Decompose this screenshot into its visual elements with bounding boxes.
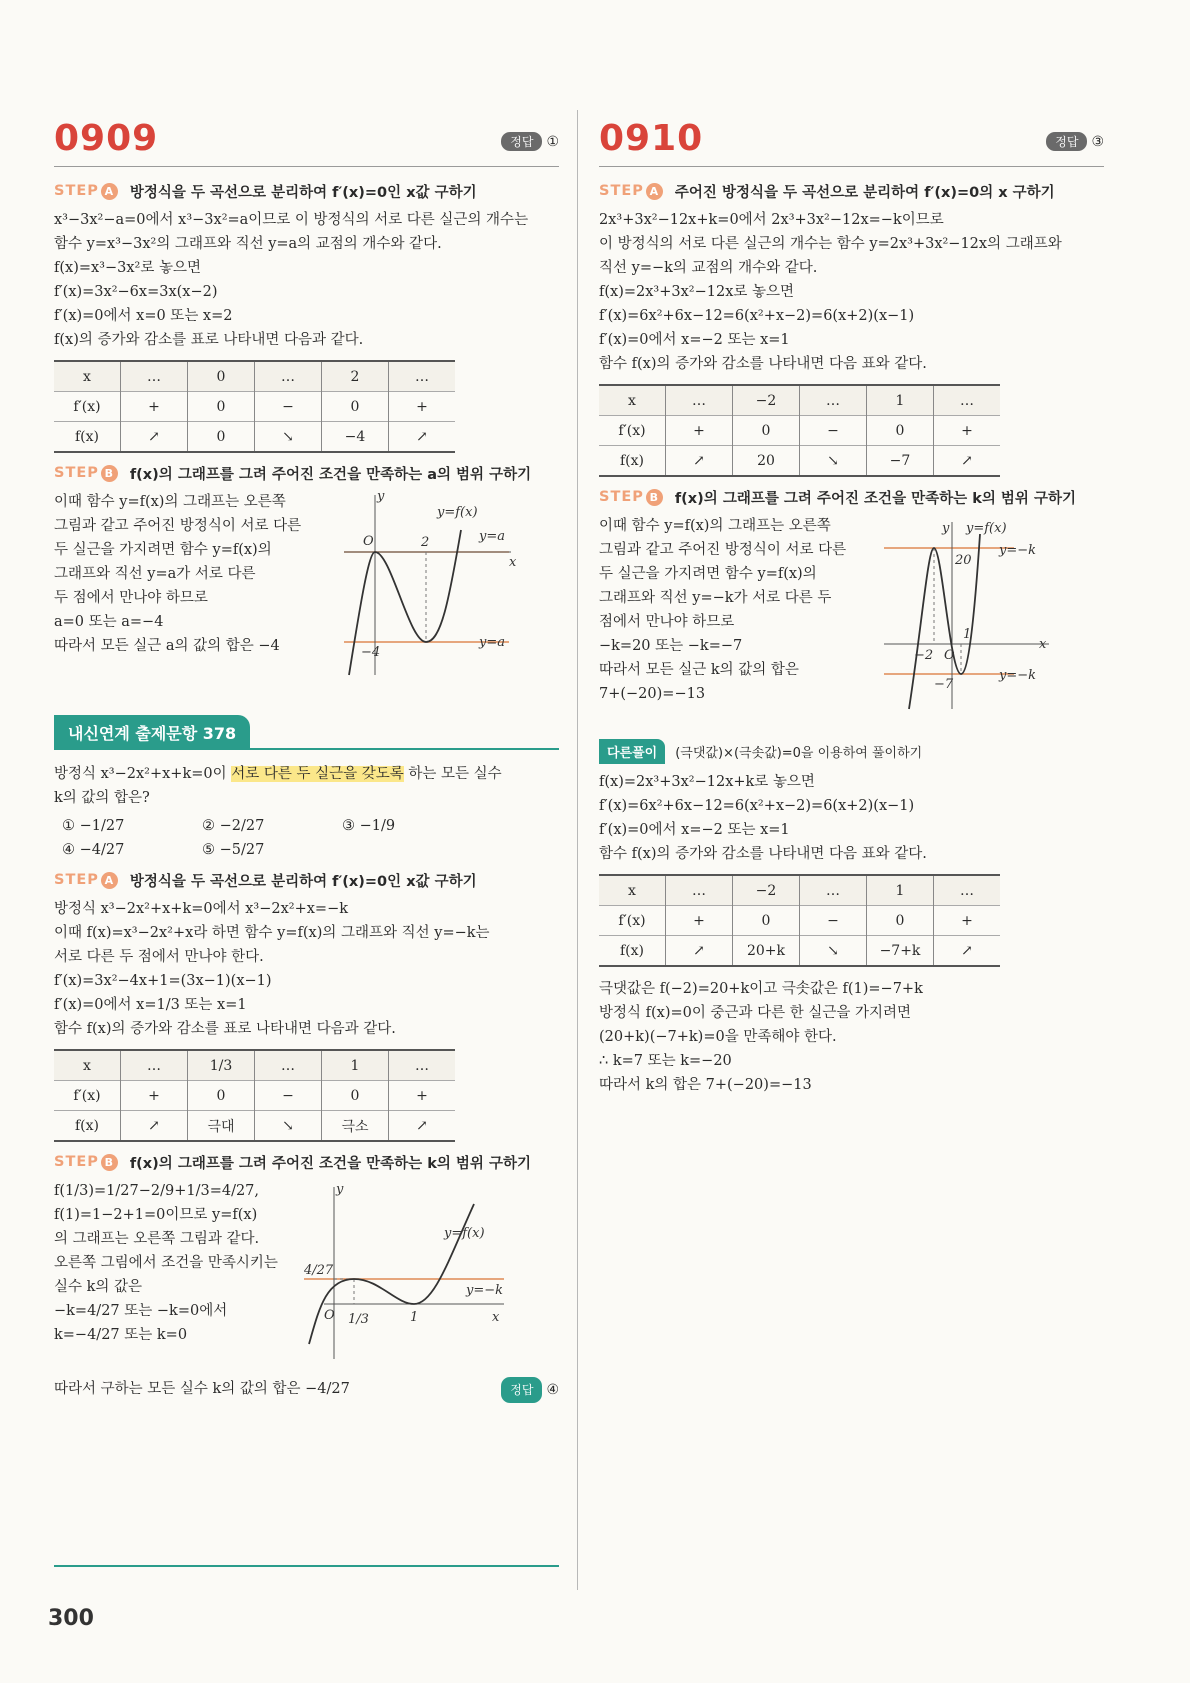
step-title: f(x)의 그래프를 그려 주어진 조건을 만족하는 k의 범위 구하기 (674, 491, 1076, 507)
choice-2[interactable]: ② −2/27 (202, 818, 265, 834)
text-line: f′(x)=6x²+6x−12=6(x²+x−2)=6(x+2)(x−1) (599, 308, 915, 324)
text-line: 이 방정식의 서로 다른 실근의 개수는 함수 y=2x³+3x²−12x의 그래프와 (599, 236, 1062, 252)
text-line: 직선 y=−k의 교점의 개수와 같다. (599, 260, 818, 276)
y-axis-label: y (942, 521, 950, 536)
choice-3[interactable]: ③ −1/9 (342, 818, 396, 834)
text-line: −k=4/27 또는 −k=0에서 (54, 1303, 228, 1319)
tick-label: 1 (963, 627, 972, 642)
text-line: 그림과 같고 주어진 방정식이 서로 다른 (599, 542, 847, 558)
text-line: x³−3x²−a=0에서 x³−3x²=a이므로 이 방정식의 서로 다른 실근의 개수는 (54, 212, 529, 228)
y-axis-label: y (377, 490, 385, 504)
step-b-body (54, 490, 559, 685)
text-line: 서로 다른 두 점에서 만나야 한다. (54, 949, 264, 965)
step-tag: STEP B (54, 465, 118, 482)
cubic-graph-378 (304, 1179, 519, 1368)
right-column (599, 110, 1104, 1097)
text-line: 함수 f(x)의 증가와 감소를 나타내면 다음 표와 같다. (599, 356, 927, 372)
text-line: f(1)=1−2+1=0이므로 y=f(x) (54, 1207, 258, 1223)
problem-0909-header (54, 110, 559, 167)
text-line: f′(x)=0에서 x=−2 또는 x=1 (599, 822, 790, 838)
alt-tag: 다른풀이 (599, 739, 665, 764)
footer-rule (54, 1565, 559, 1567)
step-a-heading (54, 870, 559, 891)
cubic-graph-0909 (339, 490, 549, 684)
text-line: 함수 f(x)의 증가와 감소를 표로 나타내면 다음과 같다. (54, 1021, 396, 1037)
value-label: 4/27 (304, 1263, 334, 1278)
value-label: −7 (934, 677, 954, 692)
step-title: f(x)의 그래프를 그려 주어진 조건을 만족하는 k의 범위 구하기 (129, 1156, 531, 1172)
text-line: f′(x)=3x²−6x=3x(x−2) (54, 284, 218, 300)
text-line: 따라서 k의 합은 7+(−20)=−13 (599, 1077, 812, 1093)
tick-label: 1 (410, 1310, 419, 1325)
problem-number: 0910 (599, 118, 704, 159)
text-line: 이때 함수 y=f(x)의 그래프는 오른쪽 (599, 518, 831, 534)
line-label: y=a (479, 635, 505, 650)
curve-label: y=f(x) (966, 521, 1007, 536)
text-line: 함수 y=x³−3x²의 그래프와 직선 y=a의 교점의 개수와 같다. (54, 236, 442, 252)
line-label: y=−k (466, 1283, 504, 1298)
alternative-solution-heading (599, 739, 1104, 764)
x-axis-label: x (492, 1310, 500, 1325)
page-number: 300 (48, 1606, 94, 1631)
x-axis-label: x (1039, 637, 1047, 652)
text-line: f′(x)=0에서 x=1/3 또는 x=1 (54, 997, 247, 1013)
text-line: 이때 f(x)=x³−2x²+x라 하면 함수 y=f(x)의 그래프와 직선 y=−k는 (54, 925, 490, 941)
text-line: k=−4/27 또는 k=0 (54, 1327, 188, 1343)
text-line: f′(x)=0에서 x=−2 또는 x=1 (599, 332, 790, 348)
curve-label: y=f(x) (444, 1226, 485, 1241)
step-title: 방정식을 두 곡선으로 분리하여 f′(x)=0인 x값 구하기 (129, 874, 477, 890)
text-line: 방정식 x³−2x²+x+k=0에서 x³−2x²+x=−k (54, 901, 349, 917)
text-line: 따라서 모든 실근 a의 값의 합은 −4 (54, 638, 280, 654)
tick-label: −2 (914, 648, 934, 663)
step-tag: STEP B (54, 1154, 118, 1171)
curve-label: y=f(x) (437, 505, 478, 520)
text-line: 의 그래프는 오른쪽 그림과 같다. (54, 1231, 260, 1247)
left-column (54, 110, 559, 1401)
alt-title: (극댓값)×(극솟값)=0을 이용하여 풀이하기 (675, 746, 923, 761)
step-a-body (54, 208, 559, 352)
step-a-body (599, 208, 1104, 376)
text-line: 두 실근을 가지려면 함수 y=f(x)의 (599, 566, 817, 582)
text-line: f(1/3)=1/27−2/9+1/3=4/27, (54, 1183, 260, 1199)
tick-label: 1/3 (348, 1312, 369, 1327)
text-line: 극댓값은 f(−2)=20+k이고 극솟값은 f(1)=−7+k (599, 981, 923, 997)
answer-badge: 정답 ③ (1046, 132, 1104, 151)
line-label: y=−k (999, 668, 1037, 683)
text-line: (20+k)(−7+k)=0을 만족해야 한다. (599, 1029, 837, 1045)
related-question: 방정식 x³−2x²+x+k=0이 서로 다른 두 실근을 갖도록 하는 모든 실수 k의 값의 합은? (54, 766, 502, 806)
choice-5[interactable]: ⑤ −5/27 (202, 842, 265, 858)
line-label: y=a (479, 529, 505, 544)
step-b-body (54, 1179, 559, 1369)
text-line: −k=20 또는 −k=−7 (599, 638, 743, 654)
text-line: 점에서 만나야 하므로 (599, 614, 735, 630)
step-tag: STEP A (54, 183, 118, 200)
origin-label: O (944, 648, 955, 663)
step-tag: STEP B (599, 489, 663, 506)
step-a-heading (54, 181, 559, 202)
text-line: 두 점에서 만나야 하므로 (54, 590, 208, 606)
text-line: 그림과 같고 주어진 방정식이 서로 다른 (54, 518, 302, 534)
answer-badge (501, 132, 559, 151)
text-line: 오른쪽 그림에서 조건을 만족시키는 (54, 1255, 278, 1271)
answer-value: ① (546, 133, 559, 149)
text-line: 7+(−20)=−13 (599, 686, 706, 702)
step-a-body (54, 897, 559, 1041)
text-line: 그래프와 직선 y=−k가 서로 다른 두 (599, 590, 832, 606)
problem-0910-header (599, 110, 1104, 167)
step-tag: STEP A (599, 183, 663, 200)
step-tag: STEP A (54, 872, 118, 889)
x-axis-label: x (509, 555, 517, 570)
conclusion-line: 따라서 구하는 모든 실수 k의 값의 합은 −4/27 정답 ④ (54, 1377, 559, 1401)
answer-badge: 정답 ④ (501, 1377, 559, 1403)
step-b-body (599, 514, 1104, 719)
text-line: f′(x)=3x²−4x+1=(3x−1)(x−1) (54, 973, 272, 989)
tick-label: 2 (421, 535, 430, 550)
text-line: f(x)=2x³+3x²−12x+k로 놓으면 (599, 774, 815, 790)
variation-table: x … −2 … 1 … f′(x) + 0 − 0 + f(x) ↗ 20 ↘ −7 ↗ (599, 384, 1000, 477)
step-b-heading (599, 487, 1104, 508)
cubic-graph-0910 (884, 514, 1104, 718)
highlight: 서로 다른 두 실근을 갖도록 (231, 766, 404, 782)
y-axis-label: y (336, 1182, 344, 1197)
step-title: f(x)의 그래프를 그려 주어진 조건을 만족하는 a의 범위 구하기 (129, 467, 532, 483)
text-line: 방정식 f(x)=0이 중근과 다른 한 실근을 가지려면 (599, 1005, 912, 1021)
text-line: f(x)=x³−3x²로 놓으면 (54, 260, 201, 276)
origin-label: O (324, 1308, 335, 1323)
text-line: 실수 k의 값은 (54, 1279, 143, 1295)
text-line: f′(x)=6x²+6x−12=6(x²+x−2)=6(x+2)(x−1) (599, 798, 915, 814)
line-label: y=−k (999, 543, 1037, 558)
text-line: f(x)의 증가와 감소를 표로 나타내면 다음과 같다. (54, 332, 364, 348)
column-divider (577, 110, 578, 1590)
problem-number: 0909 (54, 118, 159, 159)
text-line: 이때 함수 y=f(x)의 그래프는 오른쪽 (54, 494, 286, 510)
text-line: 그래프와 직선 y=a가 서로 다른 (54, 566, 256, 582)
text-line: a=0 또는 a=−4 (54, 614, 164, 630)
alt-body (599, 770, 1104, 866)
related-problem-banner: 내신연계 출제문항 378 (54, 715, 250, 750)
choice-1[interactable]: ① −1/27 (62, 818, 125, 834)
answer-tag: 정답 (501, 132, 542, 151)
step-title: 방정식을 두 곡선으로 분리하여 f′(x)=0인 x값 구하기 (129, 185, 477, 201)
answer-choices (62, 818, 559, 858)
variation-table: x … 0 … 2 … f′(x) + 0 − 0 + f(x) ↗ 0 ↘ −4 ↗ (54, 360, 455, 453)
text-line: f(x)=2x³+3x²−12x로 놓으면 (599, 284, 795, 300)
value-label: −4 (361, 645, 381, 660)
text-line: 두 실근을 가지려면 함수 y=f(x)의 (54, 542, 272, 558)
step-b-heading (54, 1152, 559, 1173)
step-a-heading (599, 181, 1104, 202)
alt-conclusion (599, 977, 1104, 1097)
choice-4[interactable]: ④ −4/27 (62, 842, 125, 858)
origin-label: O (363, 534, 374, 549)
text-line: ∴ k=7 또는 k=−20 (599, 1053, 732, 1069)
text-line: 함수 f(x)의 증가와 감소를 나타내면 다음 표와 같다. (599, 846, 927, 862)
text-line: 따라서 모든 실근 k의 값의 합은 (599, 662, 799, 678)
step-b-heading (54, 463, 559, 484)
value-label: 20 (955, 553, 972, 568)
variation-table: x … −2 … 1 … f′(x) + 0 − 0 + f(x) ↗ 20+k ↘ −7+k ↗ (599, 874, 1000, 967)
variation-table: x … 1/3 … 1 … f′(x) + 0 − 0 + f(x) ↗ 극대 ↘ 극소 ↗ (54, 1049, 455, 1142)
text-line: f′(x)=0에서 x=0 또는 x=2 (54, 308, 233, 324)
text-line: 2x³+3x²−12x+k=0에서 2x³+3x²−12x=−k이므로 (599, 212, 944, 228)
step-title: 주어진 방정식을 두 곡선으로 분리하여 f′(x)=0의 x 구하기 (674, 185, 1055, 201)
